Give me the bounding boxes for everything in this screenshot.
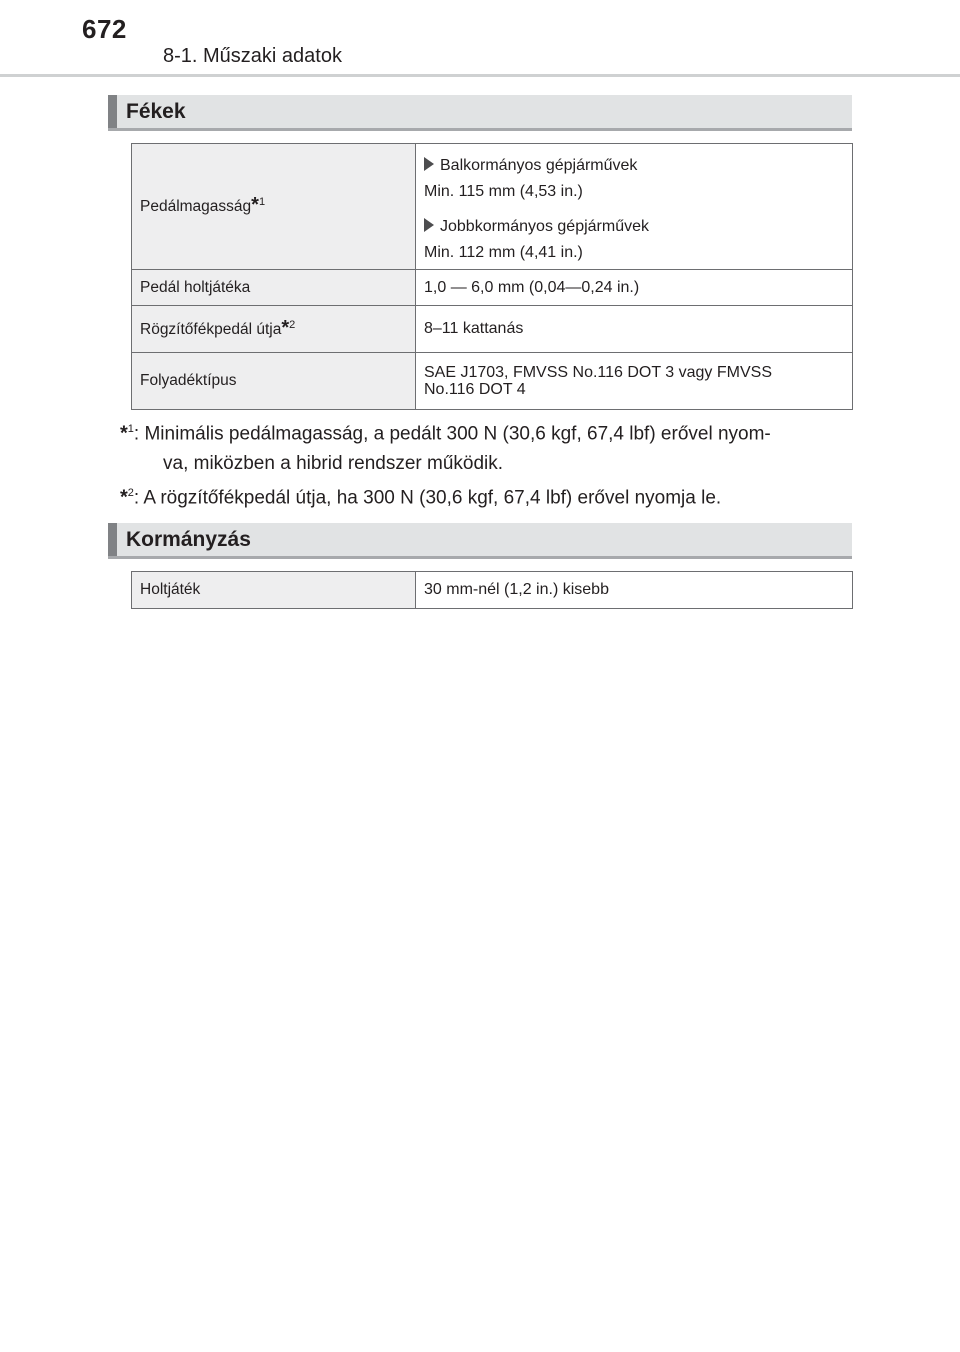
table-row bbox=[132, 306, 853, 353]
header-rule bbox=[0, 74, 960, 77]
section-accent bbox=[108, 523, 117, 556]
table-row bbox=[132, 572, 853, 609]
rhd-heading: Jobbkormányos gépjárművek bbox=[440, 217, 649, 235]
fluid-type-value-line2: No.116 DOT 4 bbox=[424, 381, 526, 398]
fluid-type-label: Folyadéktípus bbox=[132, 353, 416, 410]
parking-brake-label: Rögzítőfékpedál útja bbox=[140, 321, 282, 339]
footnote-ref: 2 bbox=[289, 318, 296, 331]
fluid-type-value-line1: SAE J1703, FMVSS No.116 DOT 3 vagy FMVSS bbox=[424, 364, 772, 381]
free-play-value: 30 mm-nél (1,2 in.) kisebb bbox=[416, 572, 853, 609]
section-accent bbox=[108, 95, 117, 128]
footnote-star: * bbox=[120, 422, 128, 445]
pedal-play-label: Pedál holtjátéka bbox=[132, 270, 416, 306]
section-bar-steering bbox=[108, 523, 852, 559]
footnote-1 bbox=[120, 414, 855, 479]
table-row bbox=[132, 144, 853, 270]
table-cell-label bbox=[132, 306, 416, 353]
footnote-star: * bbox=[120, 486, 128, 509]
footnote-text-cont: va, miközben a hibrid rendszer működik. bbox=[163, 453, 504, 475]
pedal-height-label: Pedálmagasság bbox=[140, 198, 252, 216]
pedal-play-value: 1,0 — 6,0 mm (0,04—0,24 in.) bbox=[416, 270, 853, 306]
rhd-value: Min. 112 mm (4,41 in.) bbox=[424, 243, 583, 261]
section-bar-brakes bbox=[108, 95, 852, 131]
page-header: 8-1. Műszaki adatok bbox=[163, 45, 342, 67]
footnote-ref: 1 bbox=[258, 196, 266, 209]
table-cell-value bbox=[416, 353, 853, 410]
triangle-right-icon bbox=[424, 218, 434, 232]
steering-table bbox=[131, 571, 853, 609]
table-row bbox=[132, 270, 853, 306]
footnote-text: : Minimális pedálmagasság, a pedált 300 N (30,6 kgf, 67,4 lbf) erővel nyom- bbox=[133, 423, 771, 445]
footnote-2 bbox=[120, 478, 855, 513]
table-cell-value bbox=[416, 144, 853, 270]
brakes-table bbox=[131, 143, 853, 410]
footnote-text: : A rögzítőfékpedál útja, ha 300 N (30,6 kgf, 67,4 lbf) erővel nyomja le. bbox=[133, 487, 722, 509]
parking-brake-value: 8–11 kattanás bbox=[416, 306, 853, 353]
footnote-number: 1 bbox=[127, 423, 134, 435]
section-title-brakes: Fékek bbox=[126, 100, 186, 123]
triangle-right-icon bbox=[424, 157, 434, 171]
table-cell-label bbox=[132, 144, 416, 270]
lhd-value: Min. 115 mm (4,53 in.) bbox=[424, 182, 583, 200]
table-row bbox=[132, 353, 853, 410]
lhd-heading: Balkormányos gépjárművek bbox=[440, 156, 638, 174]
footnote-number: 2 bbox=[127, 487, 134, 499]
free-play-label: Holtjáték bbox=[132, 572, 416, 609]
footnote-star: * bbox=[281, 317, 290, 340]
page-number: 672 bbox=[82, 14, 127, 44]
section-title-steering: Kormányzás bbox=[126, 528, 251, 551]
footnote-star: * bbox=[251, 194, 259, 217]
